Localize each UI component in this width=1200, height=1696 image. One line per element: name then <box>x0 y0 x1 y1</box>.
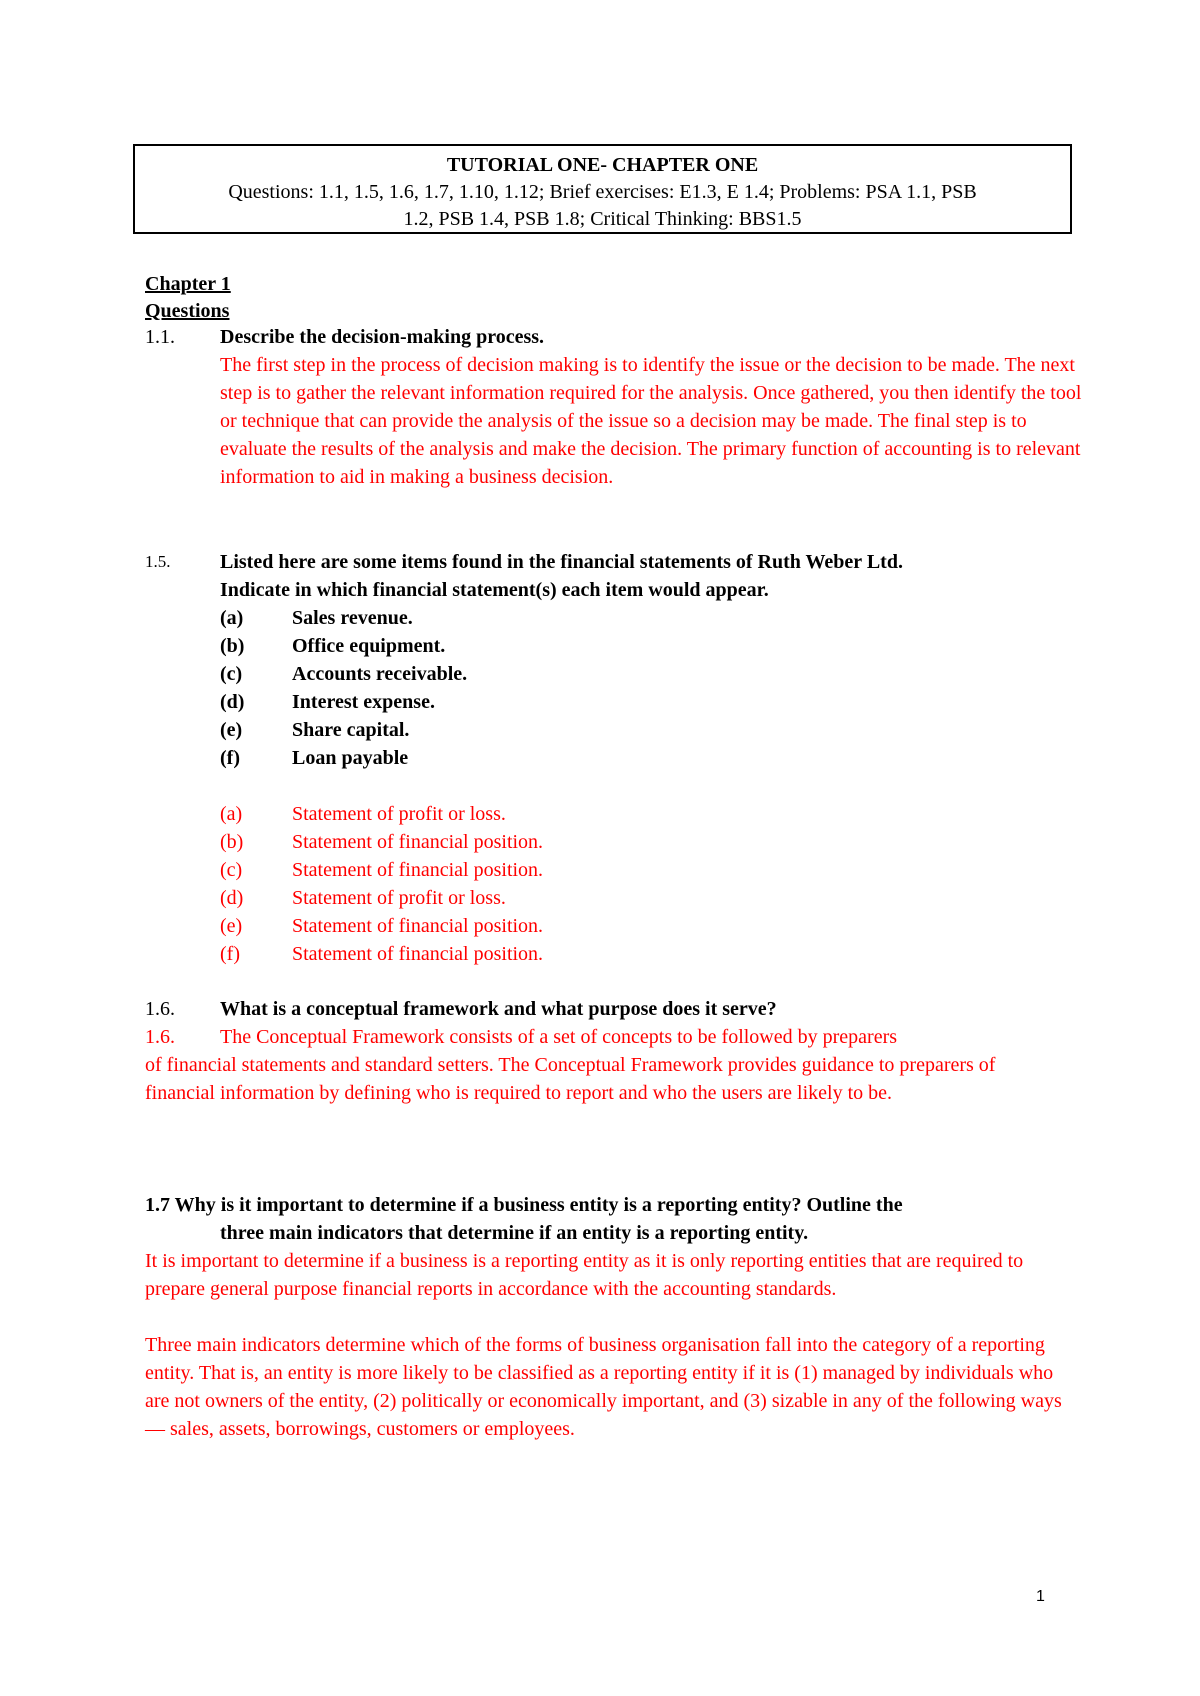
page-number: 1 <box>1036 1588 1045 1605</box>
question-text-line-1: Listed here are some items found in the financial statements of Ruth Weber Ltd. <box>220 551 903 573</box>
tutorial-questions-line-2: 1.2, PSB 1.4, PSB 1.8; Critical Thinking: BBS1.5 <box>403 208 802 230</box>
questions-heading: Questions <box>145 300 230 322</box>
tutorial-header-box <box>133 144 1072 234</box>
question-number: 1.5. <box>145 552 171 571</box>
document-page: TUTORIAL ONE- CHAPTER ONE Questions: 1.1, 1.5, 1.6, 1.7, 1.10, 1.12; Brief exercises: E1.3, E 1.4; Problems: PSA 1.1, PSB 1.2, PSB 1.4, PSB 1.8; Critical Thinking: BBS1.5 Chapter 1 Questions 1.1. Describe the decision-making process. The first step in the process of decision making is to identify the issue or the decision to be made. The next step is to gather the relevant information required for the analysis. Once gathered, you then identify the tool or technique that can provide the analysis of the issue so a decision may be made. The final step is to evaluate the results of the analysis and make the decision. The primary function of accounting is to relevant information to aid in making a business decision. 1.5. Listed here are some items found in the financial statements of Ruth Weber Ltd. Indicate in which financial statement(s) each item would appear. (a) Sales revenue. (b) Office equipment. (c) Accounts receivable. (d) Interest expense. (e) Share capital. (f) Loan payable (a) Statement of profit or loss. (b) Statement of financial position. (c) Statement of financial position. (d) Statement of profit or loss. (e) Statement of financial position. (f) Statement of financial position. 1.6. What is a conceptual framework and what purpose does it serve? 1.6. The Conceptual Framework consists of a set of concepts to be followed by preparers of financial statements and standard setters. The Conceptual Framework provides guidance to preparers of financial information by defining who is required to report and who the users are likely to be. 1.7 Why is it important to determine if a business entity is a reporting entity? Outline the three main indicators that determine if an entity is a reporting entity. It is important to determine if a business is a reporting entity as it is only reporting entities that are required to prepare general purpose financial reports in accordance with the accounting standards. Three main indicators determine which of the forms of business organisation fall into the category of a reporting entity. That is, an entity is more likely to be classified as a reporting entity if it is (1) managed by individuals who are not owners of the entity, (2) politically or economically important, and (3) sizable in any of the following ways — sales, assets, borrowings, customers or employees. 1 <box>0 0 1200 1696</box>
question-1-7-line-1: 1.7 Why is it important to determine if a business entity is a reporting entity? Outline the <box>145 1194 903 1216</box>
tutorial-title: TUTORIAL ONE- CHAPTER ONE <box>446 154 759 176</box>
question-text: Describe the decision-making process. <box>220 326 545 348</box>
answer-text-first: The Conceptual Framework consists of a set of concepts to be followed by preparers <box>220 1026 898 1048</box>
question-1-7-line-2: three main indicators that determine if an entity is a reporting entity. <box>220 1222 809 1244</box>
question-number: 1.1. <box>145 326 175 348</box>
answer-1-1: The first step in the process of decision making is to identify the issue or the decision to be made. The next step is to gather the relevant information required for the analysis. Once gathered, you then identify the tool or technique that can provide the analysis of the issue so a decision may be made. The final step is to evaluate the results of the analysis and make the decision. The primary function of accounting is to relevant information to aid in making a business decision. <box>220 354 1082 488</box>
answer-1-7-paragraph-2: Three main indicators determine which of the forms of business organisation fall into the category of a reporting entity. That is, an entity is more likely to be classified as a reporting entity if it is (1) managed by individuals who are not owners of the entity, (2) politically or economically important, and (3) sizable in any of the following ways — sales, assets, borrowings, customers or employees. <box>145 1334 1062 1440</box>
question-text: What is a conceptual framework and what purpose does it serve? <box>220 998 777 1020</box>
question-1-5-line-2: Indicate in which financial statement(s) each item would appear. <box>220 579 769 601</box>
answer-1-6-rest: of financial statements and standard setters. The Conceptual Framework provides guidance to preparers of financial information by defining who is required to report and who the users are likely to be. <box>145 1054 996 1104</box>
tutorial-questions-line-1: Questions: 1.1, 1.5, 1.6, 1.7, 1.10, 1.12; Brief exercises: E1.3, E 1.4; Problems: PSA 1.1, PSB <box>228 181 977 203</box>
answer-number: 1.6. <box>145 1026 175 1048</box>
chapter-heading: Chapter 1 <box>145 273 231 295</box>
answer-1-7-paragraph-1: It is important to determine if a business is a reporting entity as it is only reporting entities that are required to prepare general purpose financial reports in accordance with the accounting standards. <box>145 1250 1024 1300</box>
question-number: 1.6. <box>145 998 175 1020</box>
